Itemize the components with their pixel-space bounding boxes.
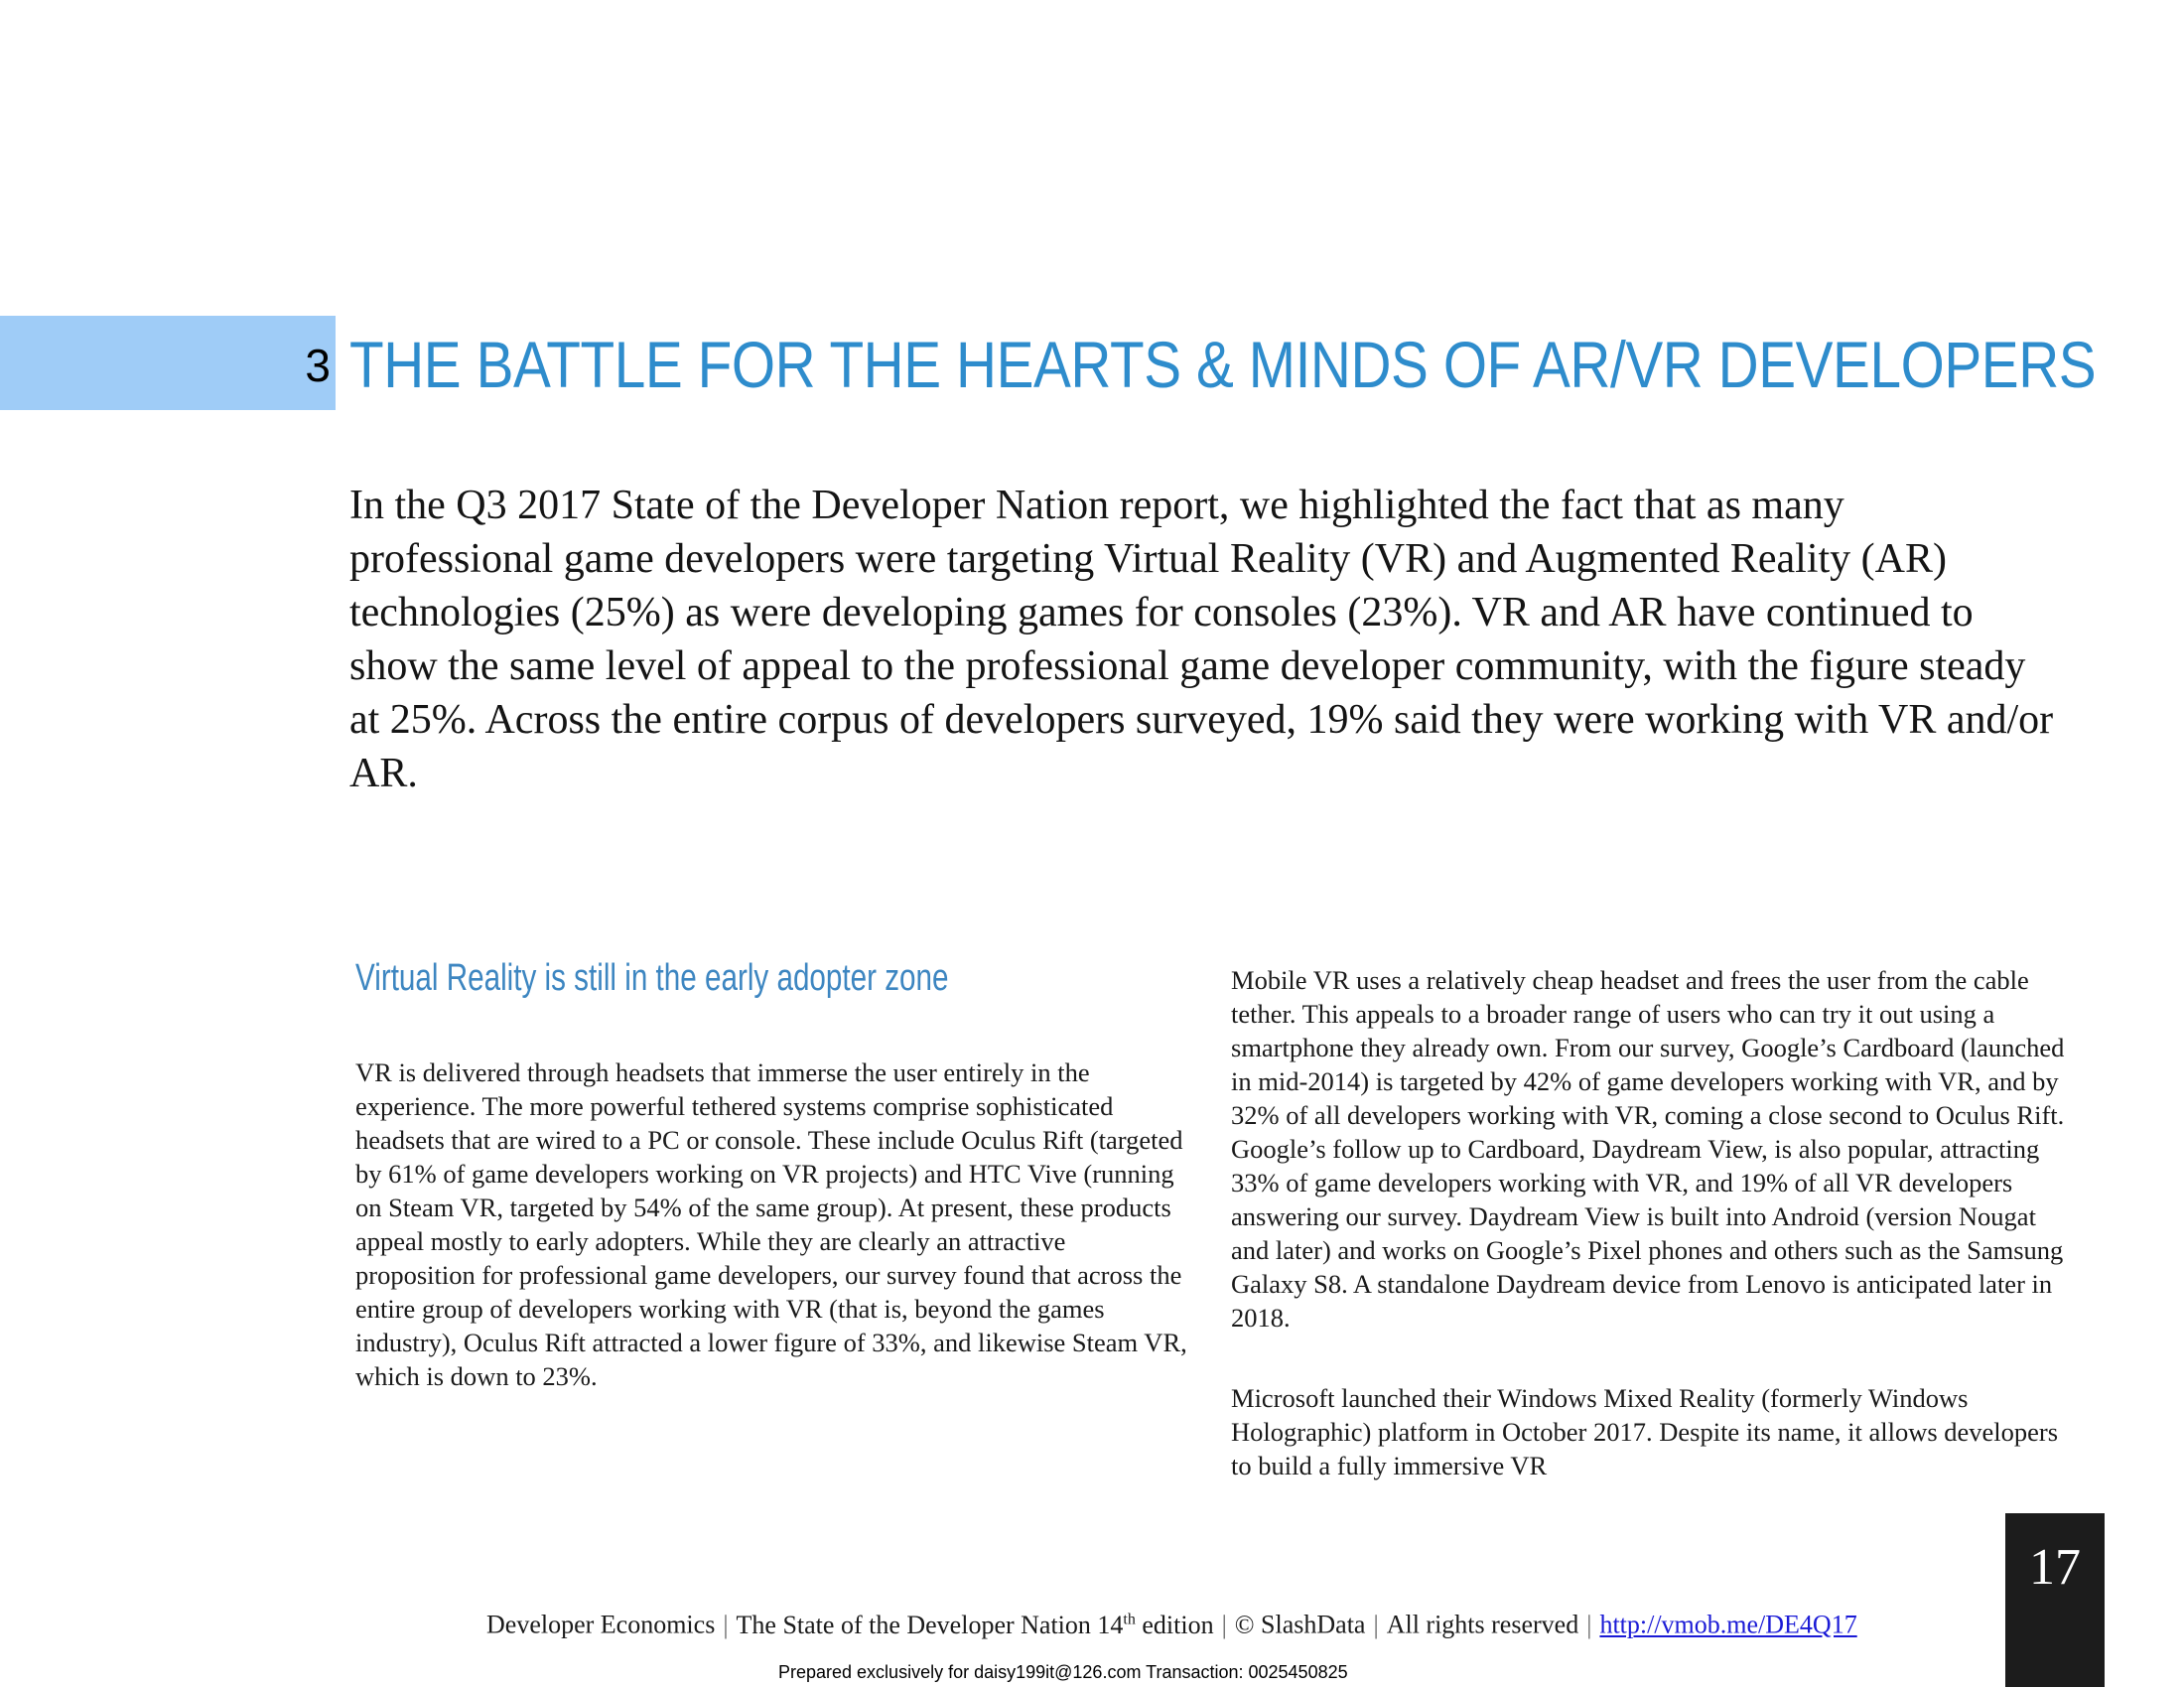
page-number: 17 [2005, 1513, 2105, 1687]
footer-separator: | [1373, 1610, 1379, 1639]
right-column-paragraph-1: Mobile VR uses a relatively cheap headset and frees the user from the cable tether. This appeals to a broader range of users who can try it out using a smartphone they already own. From our survey, Google’s Cardboard (launched in mid-2014) is targeted by 42% of game developers working with VR, and by 32% of all developers working with VR, coming a close second to Oculus Rift. Google’s follow up to Cardboard, Daydream View, is also popular, attracting 33% of game developers working with VR, and 19% of all VR developers answering our survey. Daydream View is built into Android (version Nougat and later) and works on Google’s Pixel phones and others such as the Samsung Galaxy S8. A standalone Daydream device from Lenovo is anticipated later in 2018. [1231, 965, 2065, 1333]
section-number-bar [0, 316, 336, 410]
footer-link[interactable]: http://vmob.me/DE4Q17 [1599, 1610, 1857, 1639]
prepared-for-note: Prepared exclusively for daisy199it@126.com Transaction: 0025450825 [778, 1662, 1348, 1682]
column-subheading: Virtual Reality is still in the early adopter zone [355, 957, 949, 999]
left-column-paragraph: VR is delivered through headsets that immerse the user entirely in the experience. The more powerful tethered systems comprise sophisticated headsets that are wired to a PC or console. These include Oculus Rift (targeted by 61% of game developers working on VR projects) and HTC Vive (running on Steam VR, targeted by 54% of the same group). At present, these products appeal mostly to early adopters. While they are clearly an attractive proposition for professional game developers, our survey found that across the entire group of developers working with VR (that is, beyond the games industry), Oculus Rift attracted a lower figure of 33%, and likewise Steam VR, which is down to 23%. [355, 1057, 1187, 1391]
right-column-paragraph-2: Microsoft launched their Windows Mixed Reality (formerly Windows Holographic) platform in October 2017. Despite its name, it allows developers to build a fully immersive VR [1231, 1383, 2059, 1480]
intro-paragraph: In the Q3 2017 State of the Developer Nation report, we highlighted the fact that as many professional game developers were targeting Virtual Reality (VR) and Augmented Reality (AR) technologies (25%) as were developing games for consoles (23%). VR and AR have continued to show the same level of appeal to the professional game developer community, with the figure steady at 25%. Across the entire corpus of developers surveyed, 19% said they were working with VR and/or AR. [349, 483, 2054, 796]
footer-copyright: © SlashData [1234, 1610, 1366, 1639]
section-title: THE BATTLE FOR THE HEARTS & MINDS OF AR/VR DEVELOPERS [349, 328, 2097, 401]
footer-separator: | [723, 1610, 729, 1639]
section-number: 3 [305, 340, 331, 391]
footer [486, 1602, 1985, 1643]
footer-separator: | [1221, 1610, 1227, 1639]
footer-rights: All rights reserved [1386, 1610, 1579, 1639]
footer-report-title: The State of the Developer Nation 14th edition [736, 1610, 1214, 1639]
footer-brand: Developer Economics [486, 1610, 716, 1639]
footer-separator: | [1586, 1610, 1592, 1639]
